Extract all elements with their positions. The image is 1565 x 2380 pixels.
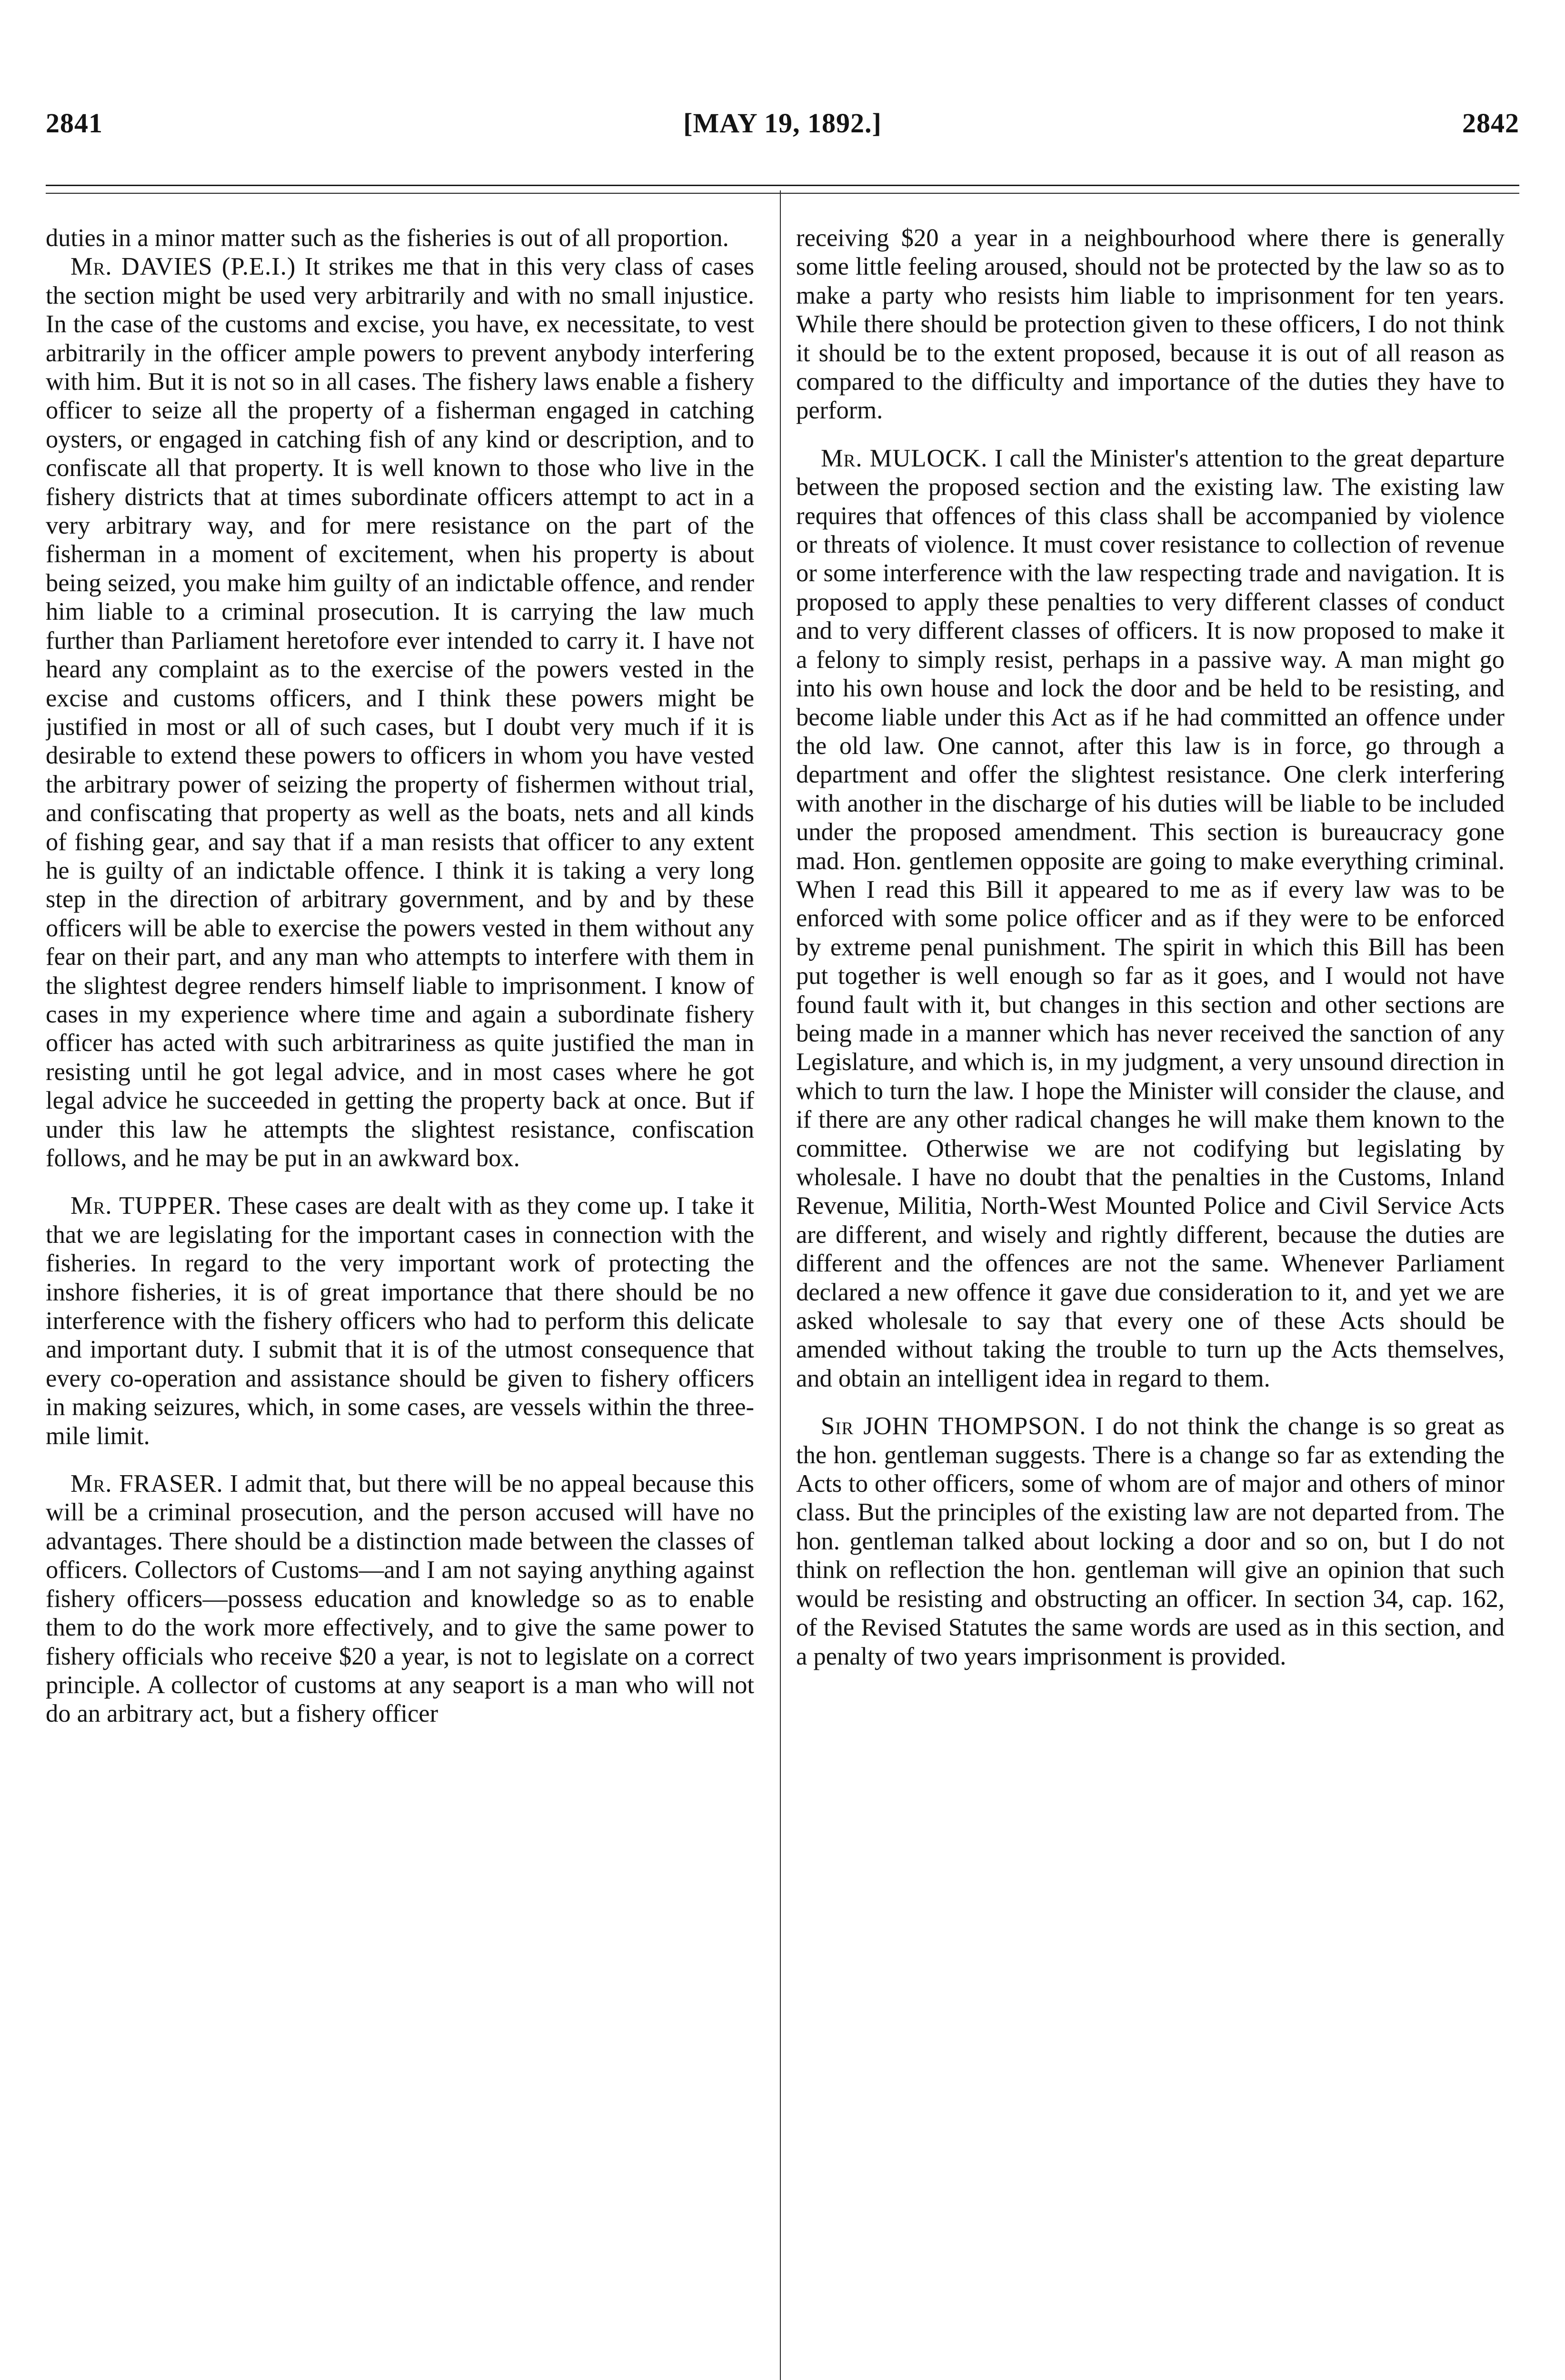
continued-paragraph [46, 224, 754, 252]
column-divider [780, 190, 781, 2380]
speech-text: I call the Minister's attention to the great departure between the proposed section and the existing law. The existing law requires that offences of this class shall be accompanied by violence or threats of violence. It must cover resistance to collection of revenue or some interference with the law respecting trade and navigation. It is proposed to apply these penalties to very different classes of conduct and to very different classes of officers. It is now proposed to make it a felony to simply resist, perhaps in a passive way. A man might go into his own house and lock the door and be held to be resisting, and become liable under this Act as if he had committed an offence under the old law. One cannot, after this law is in force, go through a department and offer the slightest resistance. One clerk interfering with another in the discharge of his duties will be liable to be included under the proposed amendment. This section is bureaucracy gone mad. Hon. gentlemen opposite are going to make everything criminal. When I read this Bill it appeared to me as if every law was to be enforced with some police officer and as if they were to be enforced by extreme penal punishment. The spirit in which this Bill has been put together is well enough so far as it goes, and I would not have found fault with it, but changes in this section and other sections are being made in a manner which has never received the sanction of any Legislature, and which is, in my judgment, a very unsound direction in which to turn the law. I hope the Minister will consider the clause, and if there are any other radical changes he will make them known to the committee. Otherwise we are not codifying but legislating by wholesale. I have no doubt that the penalties in the Customs, Inland Revenue, Militia, North-West Mounted Police and Civil Service Acts are different, and wisely and rightly different, because the duties are different and the offences are not the same. Whenever Parliament declared a new offence it gave due consideration to it, and yet we are asked wholesale to say that every one of these Acts should be amended without taking the trouble to turn up the Acts themselves, and obtain an intelligent idea in regard to them. [796, 444, 1505, 1392]
session-date: [MAY 19, 1892.] [683, 108, 882, 139]
speech-text: These cases are dealt with as they come up. I take it that we are legislating for the important cases in connection with the fisheries. In regard to the very important work of protecting the inshore fisheries, it is of great importance that there should be no interference with the fishery officers who had to perform this delicate and important duty. I submit that it is of the utmost consequence that every co-operation and assistance should be given to fishery officers in making seizures, which, in some cases, are vessels within the three-mile limit. [46, 1192, 754, 1450]
speech-tupper [46, 1191, 754, 1450]
speech-text: I do not think the change is so great as the hon. gentleman suggests. There is a change so far as extending the Acts to other officers, some of whom are of major and others of minor class. But the principles of the existing law are not departed from. The hon. gentleman talked about locking a door and so on, but I do not think on reflection the hon. gentleman will give an opinion that such would be resisting and obstructing an officer. In section 34, cap. 162, of the Revised Statutes the same words are used as in this section, and a penalty of two years imprisonment is provided. [796, 1412, 1505, 1670]
right-column [796, 224, 1505, 2380]
left-column [46, 224, 754, 2380]
speaker-name: Mr. MULOCK. [821, 444, 988, 472]
header-rule-top [46, 185, 1519, 186]
page-number-right: 2842 [1462, 108, 1519, 139]
speech-text: I admit that, but there will be no appeal because this will be a criminal prosecution, and the person accused will have no advantages. There should be a distinction made between the classes of officers. Collectors of Customs—and I am not saying anything against fishery officers—possess education and knowledge so as to enable them to do the work more effectively, and to give the same power to fishery officials who receive $20 a year, is not to legislate on a correct principle. A collector of customs at any seaport is a man who will not do an arbitrary act, but a fishery officer [46, 1470, 754, 1728]
page-number-left: 2841 [46, 108, 103, 139]
header-rule-bottom [46, 193, 1519, 194]
page-header [46, 107, 1519, 150]
speaker-name: Mr. DAVIES (P.E.I.) [70, 253, 296, 281]
speaker-name: Mr. TUPPER. [70, 1192, 222, 1220]
speech-mulock [796, 444, 1505, 1393]
speaker-name: Sir JOHN THOMPSON. [821, 1412, 1087, 1440]
speech-davies [46, 252, 754, 1172]
speaker-name: Mr. FRASER. [70, 1470, 223, 1498]
speech-text: It strikes me that in this very class of cases the section might be used very arbitrarily and with no small injustice. In the case of the customs and excise, you have, ex necessitate, to vest arbitrarily in the officer ample powers to prevent anybody interfering with him. But it is not so in all cases. The fishery laws enable a fishery officer to seize all the property of a fisherman engaged in catching oysters, or engaged in catching fish of any kind or description, and to confiscate all that property. It is well known to those who live in the fishery districts that at times subordinate officers attempt to act in a very arbitrary way, and for mere resistance on the part of the fisherman in a moment of excitement, when his property is about being seized, you make him guilty of an indictable offence, and render him liable to a criminal prosecution. It is carrying the law much further than Parliament heretofore ever intended to carry it. I have not heard any complaint as to the exercise of the powers vested in the excise and customs officers, and I think these powers might be justified in most or all of such cases, but I doubt very much if it is desirable to extend these powers to officers in whom you have vested the arbitrary power of seizing the property of fishermen without trial, and confiscating that property as well as the boats, nets and all kinds of fishing gear, and say that if a man resists that officer to any extent he is guilty of an indictable offence. I think it is taking a very long step in the direction of arbitrary government, and by and by these officers will be able to exercise the powers vested in them without any fear on their part, and any man who attempts to interfere with them in the slightest degree renders himself liable to imprisonment. I know of cases in my experience where time and again a subordinate fishery officer has acted with such arbitrariness as quite justified the man in resisting until he got legal advice, and in most cases where he got legal advice he succeeded in getting the property back at once. But if under this law he attempts the slightest resistance, confiscation follows, and he may be put in an awkward box. [46, 253, 754, 1172]
paragraph-text: duties in a minor matter such as the fisheries is out of all proportion. [46, 224, 729, 252]
continued-paragraph [796, 224, 1505, 425]
speech-fraser [46, 1469, 754, 1728]
speech-thompson [796, 1412, 1505, 1671]
paragraph-text: receiving $20 a year in a neighbourhood where there is generally some little feeling aroused, should not be protected by the law so as to make a party who resists him liable to imprisonment for ten years. While there should be protection given to these officers, I do not think it should be to the extent proposed, because it is out of all reason as compared to the difficulty and importance of the duties they have to perform. [796, 224, 1505, 425]
